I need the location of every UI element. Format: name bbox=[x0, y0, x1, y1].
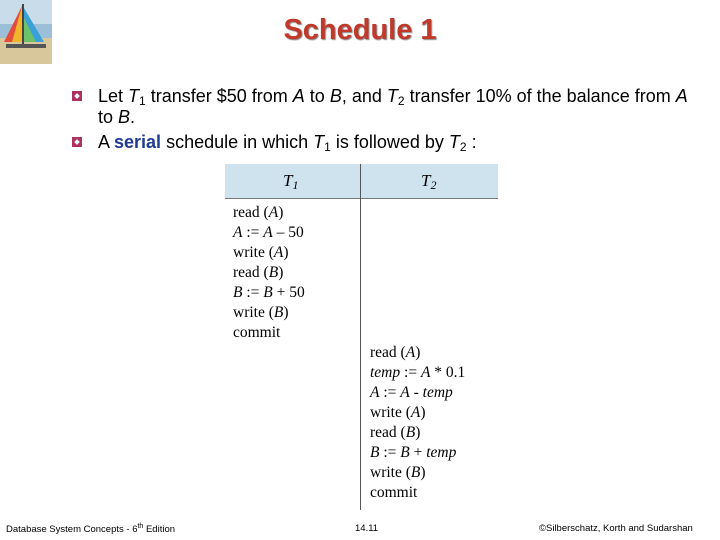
schedule-table bbox=[225, 164, 498, 510]
footer-left: Database System Concepts - 6th Edition bbox=[6, 523, 176, 536]
op-row: A := A - temp bbox=[370, 384, 453, 401]
square-bullet-icon bbox=[72, 137, 82, 147]
op-row: read (A) bbox=[370, 344, 421, 361]
header-t1: $T_1$ bbox=[283, 171, 299, 192]
op-row: read (B) bbox=[233, 264, 284, 281]
op-row: write (A) bbox=[233, 244, 289, 261]
footer-right: ©Silberschatz, Korth and Sudarshan bbox=[539, 523, 693, 534]
op-row: write (B) bbox=[233, 304, 289, 321]
square-bullet-icon bbox=[72, 91, 82, 101]
column-divider bbox=[360, 164, 361, 510]
table-header bbox=[225, 164, 498, 198]
slide-title: Schedule 1 bbox=[283, 14, 437, 46]
op-row: temp := A * 0.1 bbox=[370, 364, 466, 381]
op-row: B := B + 50 bbox=[233, 284, 305, 301]
keyword-serial: serial bbox=[114, 132, 162, 152]
op-row: commit bbox=[370, 484, 418, 501]
footer-page-number: 14.11 bbox=[355, 523, 379, 534]
op-row: B := B + temp bbox=[370, 444, 457, 461]
header-divider bbox=[225, 198, 498, 199]
op-row: commit bbox=[233, 324, 281, 341]
op-row: read (A) bbox=[233, 204, 284, 221]
header-t2: $T_2$ bbox=[421, 171, 437, 192]
op-row: A := A – 50 bbox=[233, 224, 304, 241]
op-row: write (B) bbox=[370, 464, 426, 481]
t2-operations bbox=[370, 343, 465, 503]
t1-operations bbox=[233, 203, 305, 343]
bullet-list bbox=[72, 86, 692, 157]
op-row: read (B) bbox=[370, 424, 421, 441]
bullet-item: Let $T_1$ transfer $50 from A to B, and $T_2$ transfer 10% of the balance from A to B. bbox=[72, 86, 692, 128]
bullet-item: A serial schedule in which $T_1$ is followed by $T_2$ : bbox=[72, 132, 692, 153]
op-row: write (A) bbox=[370, 404, 426, 421]
